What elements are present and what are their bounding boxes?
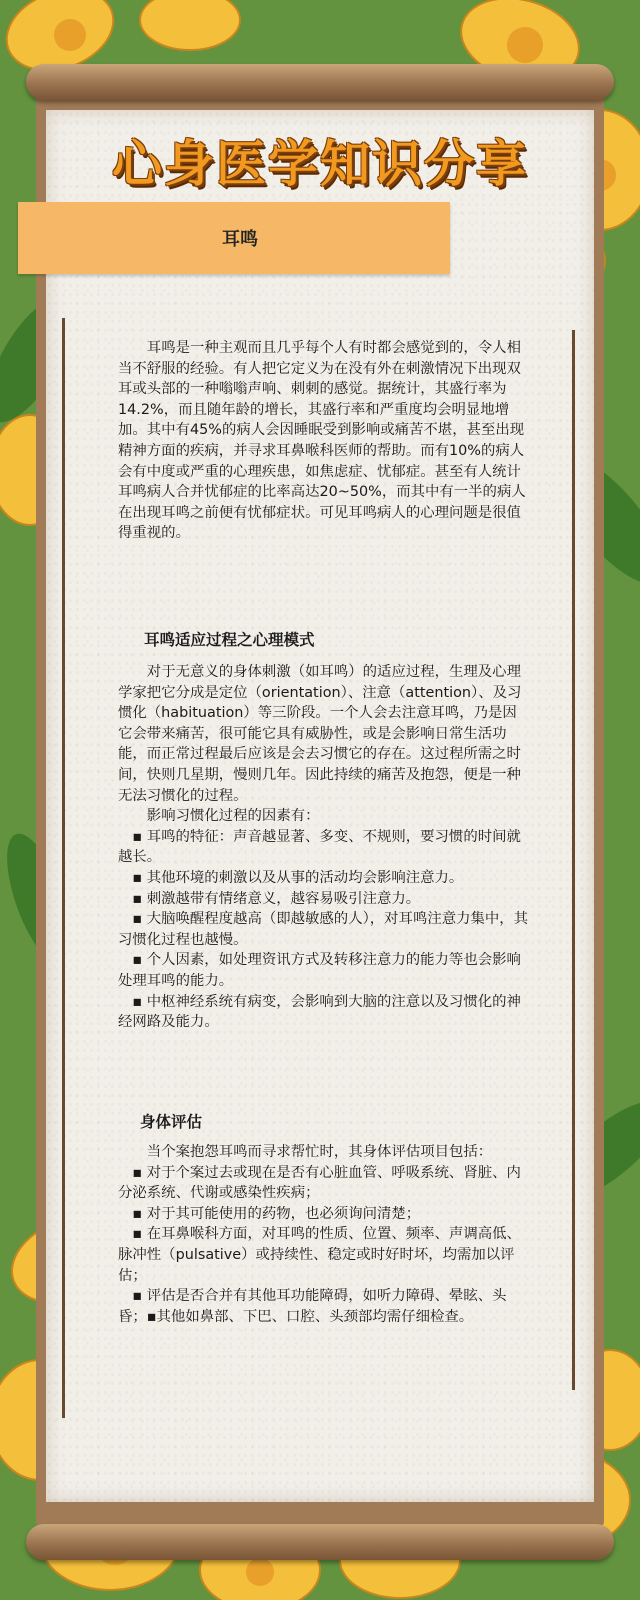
assessment-section: [118, 1142, 530, 1327]
assessment-item: ▪ 在耳鼻喉科方面，对耳鸣的性质、位置、频率、声调高低、脉冲性（pulsative）或持续性、稳定或时好时坏，均需加以评估；: [118, 1226, 521, 1284]
subtitle-banner: [18, 202, 450, 274]
assessment-item: ▪ 对于个案过去或现在是否有心脏血管、呼吸系统、肾脏、内分泌系统、代谢或感染性疾病；: [118, 1164, 521, 1202]
scroll-rod-top: [26, 64, 614, 100]
assessment-item: ▪ 对于其可能使用的药物，也必须询问清楚；: [132, 1205, 421, 1222]
subtitle-text: 耳鸣: [222, 229, 258, 250]
factor-item: ▪ 其他环境的刺激以及从事的活动均会影响注意力。: [132, 869, 464, 886]
model-heading: 耳鸣适应过程之心理模式: [144, 631, 315, 649]
factor-item: ▪ 耳鸣的特征：声音越显著、多变、不规则，要习惯的时间就越长。: [118, 828, 521, 866]
page-title: 心身医学知识分享: [112, 135, 528, 193]
factors-intro: 影响习惯化过程的因素有：: [146, 808, 320, 825]
model-section: [118, 662, 530, 1033]
paper-border-left: [62, 318, 65, 1418]
scroll-rod-bottom: [26, 1524, 614, 1560]
paper-border-right: [572, 330, 575, 1390]
assessment-intro: 当个案抱怨耳鸣而寻求帮忙时，其身体评估项目包括：: [146, 1144, 493, 1160]
factor-item: ▪ 中枢神经系统有病变，会影响到大脑的注意以及习惯化的神经网路及能力。: [118, 993, 521, 1031]
intro-section: [118, 338, 530, 544]
factor-item: ▪ 个人因素，如处理资讯方式及转移注意力的能力等也会影响处理耳鸣的能力。: [118, 952, 521, 989]
assessment-item: ▪ 评估是否合并有其他耳功能障碍，如听力障碍、晕眩、头昏；▪其他如鼻部、下巴、口腔、头颈部均需仔细检查。: [118, 1288, 507, 1325]
assessment-heading: 身体评估: [140, 1113, 203, 1131]
factor-item: ▪ 刺激越带有情绪意义，越容易吸引注意力。: [132, 890, 421, 907]
model-paragraph: 对于无意义的身体刺激（如耳鸣）的适应过程，生理及心理学家把它分成是定位（orientation）、注意（attention）、及习惯化（habituation）等三阶段。一个人会去注意耳鸣，乃是因它会带来痛苦，很可能它具有威胁性，或是会影响日常生活功能，而正常过程最后应该是会去习惯它的存在。这过程所需之时间，快则几星期，慢则几年。因此持续的痛苦及抱怨，便是一种无法习惯化的过程。: [118, 664, 522, 804]
intro-paragraph: 耳鸣是一种主观而且几乎每个人有时都会感觉到的，令人相当不舒服的经验。有人把它定义为在没有外在刺激情况下出现双耳或头部的一种嗡嗡声响、刺刺的感觉。据统计，其盛行率为14.2%，而且随年龄的增长，其盛行率和严重度均会明显地增加。其中有45%的病人会因睡眠受到影响或痛苦不堪，甚至出现精神方面的疾病，并寻求耳鼻喉科医师的帮助。而有10%的病人会有中度或严重的心理疾患，如焦虑症、忧郁症。甚至有人统计耳鸣病人合并忧郁症的比率高达20~50%，而其中有一半的病人在出现耳鸣之前便有忧郁症状。可见耳鸣病人的心理问题是很值得重视的。: [118, 340, 526, 542]
factor-item: ▪ 大脑唤醒程度越高（即越敏感的人），对耳鸣注意力集中，其习惯化过程也越慢。: [118, 911, 529, 948]
